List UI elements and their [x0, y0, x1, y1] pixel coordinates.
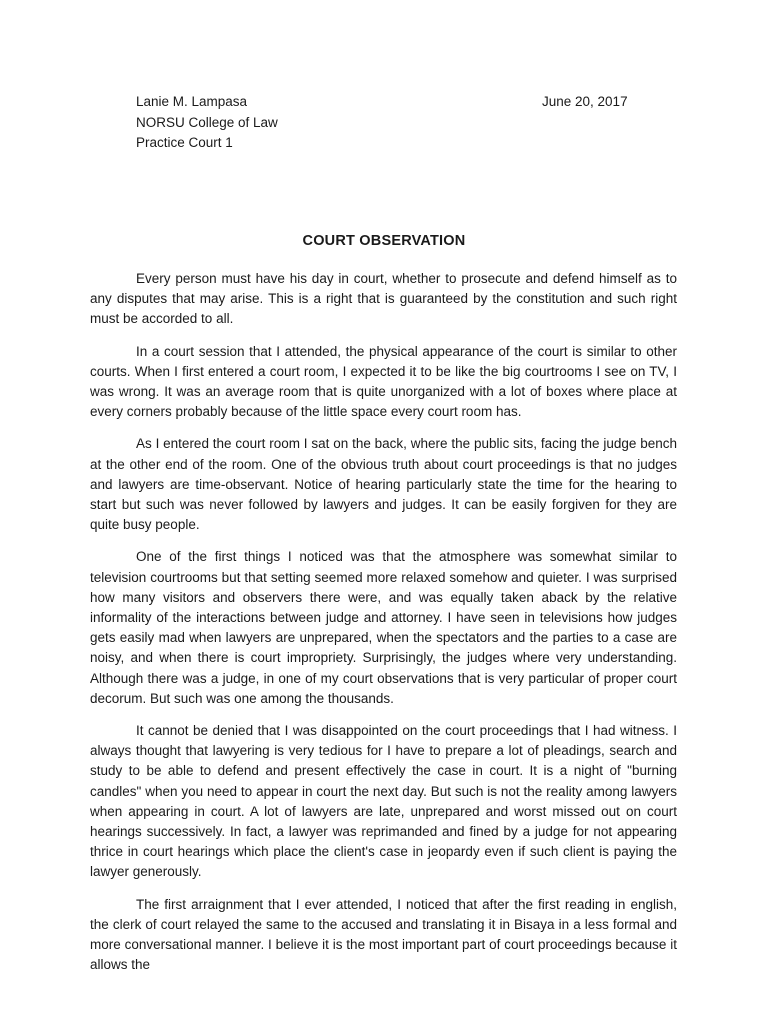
paragraph: One of the first things I noticed was that the atmosphere was somewhat similar to television courtrooms but that setting seemed more relaxed somehow and quieter. I was surprised how many visitors and observers there were, and was equally taken aback by the relative informality of the interactions between judge and attorney. I have seen in televisions how judges gets easily mad when lawyers are unprepared, when the spectators and the parties to a case are noisy, and when there is court impropriety. Surprisingly, the judges where very understanding. Although there was a judge, in one of my court observations that is very particular of proper court decorum. But such was one among the thousands. — [90, 549, 677, 706]
course-name: Practice Court 1 — [136, 135, 233, 150]
paragraph: Every person must have his day in court, whether to prosecute and defend himself as to any disputes that may arise. This is a right that is guaranteed by the constitution and such right must be accorded to all. — [90, 271, 677, 327]
paragraph: In a court session that I attended, the physical appearance of the court is similar to other courts. When I first entered a court room, I expected it to be like the big courtrooms I see on TV, I was wrong. It was an average room that is quite unorganized with a lot of boxes where place at every corners probably because of the little space every court room has. — [90, 343, 677, 420]
author-name: Lanie M. Lampasa — [136, 94, 248, 109]
document-body — [90, 269, 677, 988]
paragraph: It cannot be denied that I was disappointed on the court proceedings that I had witness. I always thought that lawyering is very tedious for I have to prepare a lot of pleadings, search and study to be able to defend and present effectively the case in court. It is a night of "burning candles" when you need to appear in court the next day. But such is not the reality among lawyers when appearing in court. A lot of lawyers are late, unprepared and worst missed out on court hearings successively. In fact, a lawyer was reprimanded and fined by a judge for not appearing thrice in court hearings which place the client's case in jeopardy even if such client is paying the lawyer generously. — [90, 723, 677, 880]
document-date: June 20, 2017 — [542, 94, 628, 109]
document-title: COURT OBSERVATION — [302, 233, 466, 249]
paragraph: The first arraignment that I ever attended, I noticed that after the first reading in english, the clerk of court relayed the same to the accused and translating it in Bisaya in a less formal and more conversational manner. I believe it is the most important part of court proceedings because it allows the — [90, 896, 677, 973]
school-name: NORSU College of Law — [136, 114, 278, 130]
author-block — [136, 92, 278, 154]
paragraph: As I entered the court room I sat on the back, where the public sits, facing the judge bench at the other end of the room. One of the obvious truth about court proceedings is that no judges and lawyers are time-observant. Notice of hearing particularly state the time for the hearing to start but such was never followed by lawyers and judges. It can be easily forgiven for they are quite busy people. — [90, 436, 677, 533]
